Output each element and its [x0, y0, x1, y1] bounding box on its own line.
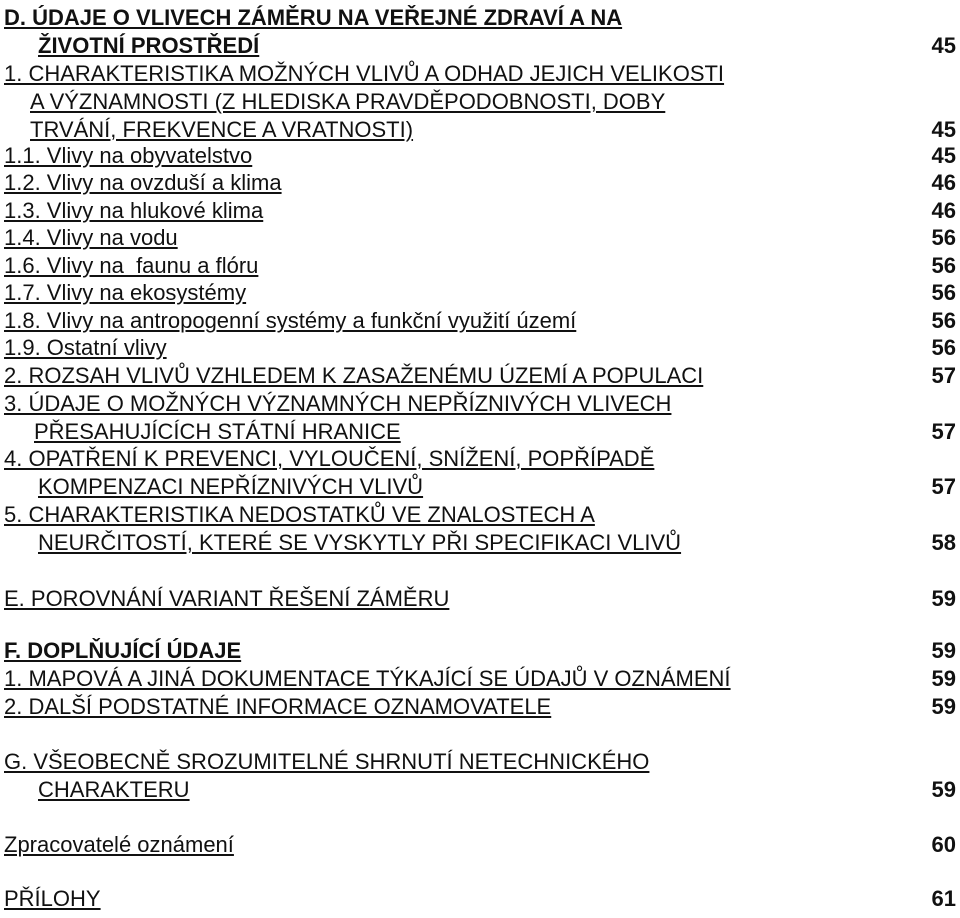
- toc-entry-zpracovatele[interactable]: [0, 831, 960, 859]
- toc-entry-4[interactable]: [0, 445, 960, 501]
- toc-page-number: 59: [931, 638, 956, 663]
- toc-entry-1-8[interactable]: [0, 307, 960, 335]
- toc-line[interactable]: 3. ÚDAJE O MOŽNÝCH VÝZNAMNÝCH NEPŘÍZNIVÝCH VLIVECH: [4, 391, 672, 416]
- toc-entry-2[interactable]: [0, 362, 960, 390]
- toc-entry-1-6[interactable]: [0, 252, 960, 280]
- toc-line[interactable]: PŘÍLOHY: [4, 886, 101, 911]
- toc-line[interactable]: 1.7. Vlivy na ekosystémy: [4, 280, 247, 305]
- toc-entry-1-1[interactable]: [0, 142, 960, 170]
- toc-entry-1[interactable]: [0, 60, 960, 144]
- toc-page-number: 59: [931, 666, 956, 691]
- toc-page-number: 56: [931, 253, 956, 278]
- toc-entry-1-3[interactable]: [0, 197, 960, 225]
- toc-page-number: 58: [931, 530, 956, 555]
- toc-line[interactable]: G. VŠEOBECNĚ SROZUMITELNÉ SHRNUTÍ NETECHNICKÉHO: [4, 749, 650, 774]
- toc-line[interactable]: 4. OPATŘENÍ K PREVENCI, VYLOUČENÍ, SNÍŽENÍ, POPŘÍPADĚ: [4, 446, 655, 471]
- toc-line[interactable]: 1.3. Vlivy na hlukové klima: [4, 198, 264, 223]
- toc-entry-prilohy[interactable]: [0, 885, 960, 913]
- toc-line[interactable]: 1.2. Vlivy na ovzduší a klima: [4, 170, 282, 195]
- toc-line[interactable]: F. DOPLŇUJÍCÍ ÚDAJE: [4, 638, 242, 663]
- toc-page-number: 59: [931, 586, 956, 611]
- toc-page-number: 46: [931, 198, 956, 223]
- toc-line[interactable]: 1. CHARAKTERISTIKA MOŽNÝCH VLIVŮ A ODHAD JEJICH VELIKOSTI: [4, 61, 725, 86]
- toc-line[interactable]: 2. ROZSAH VLIVŮ VZHLEDEM K ZASAŽENÉMU ÚZEMÍ A POPULACI: [4, 363, 704, 388]
- toc-line[interactable]: 1.8. Vlivy na antropogenní systémy a funkční využití území: [4, 308, 577, 333]
- toc-page-number: 61: [931, 886, 956, 911]
- toc-page-number: 57: [931, 419, 956, 444]
- toc-entry-1-2[interactable]: [0, 169, 960, 197]
- toc-line[interactable]: A VÝZNAMNOSTI (Z HLEDISKA PRAVDĚPODOBNOSTI, DOBY: [30, 89, 666, 114]
- toc-line[interactable]: 1.6. Vlivy na faunu a flóru: [4, 253, 259, 278]
- toc-page-number: 60: [931, 832, 956, 857]
- toc-page-number: 56: [931, 225, 956, 250]
- toc-page-number: 57: [931, 363, 956, 388]
- toc-entry-f[interactable]: [0, 637, 960, 665]
- toc-line[interactable]: NEURČITOSTÍ, KTERÉ SE VYSKYTLY PŘI SPECIFIKACI VLIVŮ: [38, 530, 682, 555]
- toc-entry-f-1[interactable]: [0, 665, 960, 693]
- toc-line[interactable]: E. POROVNÁNÍ VARIANT ŘEŠENÍ ZÁMĚRU: [4, 586, 450, 611]
- toc-page-number: 46: [931, 170, 956, 195]
- toc-line[interactable]: CHARAKTERU: [38, 777, 190, 802]
- toc-page-number: 45: [931, 33, 956, 58]
- toc-line[interactable]: D. ÚDAJE O VLIVECH ZÁMĚRU NA VEŘEJNÉ ZDRAVÍ A NA: [4, 5, 623, 30]
- toc-entry-5[interactable]: [0, 501, 960, 557]
- toc-page-number: 59: [931, 777, 956, 802]
- toc-entry-1-7[interactable]: [0, 279, 960, 307]
- toc-line[interactable]: 5. CHARAKTERISTIKA NEDOSTATKŮ VE ZNALOSTECH A: [4, 502, 595, 527]
- toc-page-number: 59: [931, 694, 956, 719]
- toc-page-number: 56: [931, 280, 956, 305]
- toc-line[interactable]: PŘESAHUJÍCÍCH STÁTNÍ HRANICE: [34, 419, 401, 444]
- toc-page-number: 56: [931, 335, 956, 360]
- toc-page-number: 56: [931, 308, 956, 333]
- toc-line[interactable]: 1.4. Vlivy na vodu: [4, 225, 178, 250]
- toc-line[interactable]: TRVÁNÍ, FREKVENCE A VRATNOSTI): [30, 117, 414, 142]
- toc-entry-1-9[interactable]: [0, 334, 960, 362]
- toc-line[interactable]: KOMPENZACI NEPŘÍZNIVÝCH VLIVŮ: [38, 474, 424, 499]
- toc-entry-d[interactable]: [0, 4, 960, 60]
- toc-line[interactable]: 1.1. Vlivy na obyvatelstvo: [4, 143, 253, 168]
- toc-entry-e[interactable]: [0, 585, 960, 613]
- toc-line[interactable]: 2. DALŠÍ PODSTATNÉ INFORMACE OZNAMOVATELE: [4, 694, 552, 719]
- toc-entry-3[interactable]: [0, 390, 960, 446]
- toc-entry-f-2[interactable]: [0, 693, 960, 721]
- toc-line[interactable]: ŽIVOTNÍ PROSTŘEDÍ: [38, 33, 260, 58]
- toc-line[interactable]: 1.9. Ostatní vlivy: [4, 335, 167, 360]
- toc-entry-1-4[interactable]: [0, 224, 960, 252]
- toc-page-number: 57: [931, 474, 956, 499]
- toc-line[interactable]: 1. MAPOVÁ A JINÁ DOKUMENTACE TÝKAJÍCÍ SE ÚDAJŮ V OZNÁMENÍ: [4, 666, 731, 691]
- toc-line[interactable]: Zpracovatelé oznámení: [4, 832, 234, 857]
- toc-page-number: 45: [931, 143, 956, 168]
- toc-entry-g[interactable]: [0, 748, 960, 804]
- toc-page-number: 45: [931, 117, 956, 142]
